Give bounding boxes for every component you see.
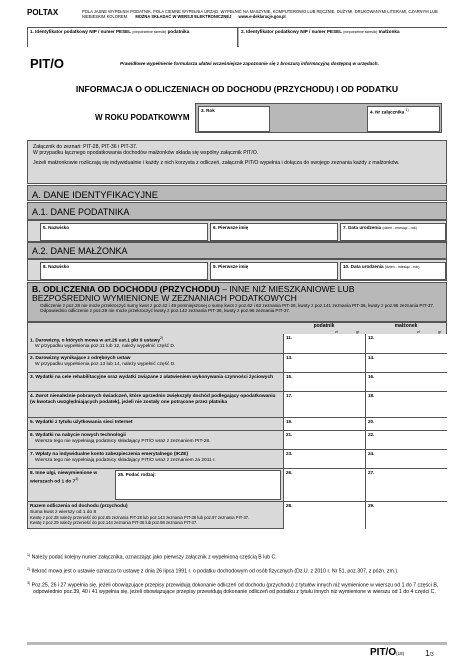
amount-field-20[interactable]: 20. — [365, 418, 447, 430]
footer-version: (18) — [396, 651, 405, 656]
footnote-2: $^{2)}$ Ilekroć mowa jest o ustawie oznacza to ustawę z dnia 26 lipca 1991 r. o podatku dochodowym od osób fizycznych (Dz.U. z 2010 r. Nr 51, poz.307, z późn. zm.). — [27, 567, 399, 575]
deduction-row-1: 1. Darowizny, o których mowa w art.26 ust.1 pkt 9 ustawy$^{2)}$ W przypadku wypełnienia poz.11 lub 12, należy wypełnić część D. 11. 12. — [27, 334, 447, 354]
footnote-1: $^{1)}$ Należy podać kolejny numer załącznika, oznaczając jako pierwszy załącznik z wypełnioną częścią B lub C. — [27, 553, 277, 561]
section-b-header — [27, 282, 447, 322]
sum-row — [27, 502, 447, 529]
section-b-description: Odliczenie z poz.28 nie może przekroczyć sumy kwot z poz.42 i 49 pomniejszonej o sumę kwot z poz.62 i 63 zeznania PIT-28, kwoty z poz.141 zeznania PIT-36, kwoty z poz.95 zeznania PIT-37. Odpowiednio odliczenie z poz.29 nie może przekroczyć kwoty z poz.142 zeznania PIT-36, kwoty z poz.96 zeznania PIT-37. — [40, 303, 435, 314]
section-a2-header: A.2. DANE MAŁŻONKA — [27, 242, 447, 259]
birth-date-label: 7. Data urodzenia — [343, 225, 382, 230]
year-field[interactable] — [198, 106, 270, 132]
first-name-label: 6. Pierwsze imię — [213, 225, 249, 230]
nip-malzonka-field[interactable] — [239, 28, 447, 47]
spouse-first-name-field[interactable] — [210, 262, 338, 280]
deduction-row-6: 6. Wydatki na nabycie nowych technologii Wiersza tego nie wypełniają podatnicy składający PIT/O wraz z zeznaniem PIT-28. 21. 22. — [27, 431, 447, 450]
first-name-field[interactable] — [210, 223, 338, 241]
nip2-note: (niepotrzebne skreślić) — [343, 30, 378, 34]
deduction-row-8: 8. Inne ulgi, niewymienione w wierszach od 1 do 7$^{3)}$ 25. Podać rodzaj: 26. 27. — [27, 469, 447, 502]
spouse-surname-field[interactable] — [40, 262, 208, 280]
grosze-2: gr — [438, 330, 442, 334]
amount-field-29[interactable]: 29. — [365, 502, 447, 529]
attachment-label: 4. Nr załącznika — [370, 109, 405, 115]
section-b-title: B. ODLICZENIA OD DOCHODU (PRZYCHODU) – INNE NIŻ MIESZKANIOWE LUB BEZPOŚREDNIO WYMIENIONE W ZEZNANIACH PODATKOWYCH — [32, 284, 355, 303]
sum-sub-2: Kwotę z poz.28 należy przenieść do poz.65 zeznania PIT-28 lub poz.143 zeznania PIT-36 lub poz.97 zeznania PIT-37. — [30, 515, 250, 521]
footnotes — [27, 552, 447, 596]
amount-field-15[interactable]: 15. — [283, 373, 365, 391]
form-note: Prawidłowe wypełnienie formularza ułatwi wcześniejsze zapoznanie się z broszurą informacyjną dostępną w urzędach. — [120, 61, 379, 66]
intro-line-2: W przypadku łącznego opodatkowania dochodów małżonków składa się wspólny załącznik PIT/O. — [33, 150, 259, 157]
amount-field-27[interactable]: 27. — [365, 469, 447, 501]
section-a-header: A. DANE IDENTYFIKACYJNE — [27, 185, 447, 201]
intro-line-1: Załącznik do zeznań: PIT-28, PIT-36 i PIT-37. — [33, 144, 138, 150]
amount-field-23[interactable]: 23. — [283, 450, 365, 468]
amount-field-18[interactable]: 18. — [365, 392, 447, 417]
form-title: INFORMACJA O ODLICZENIACH OD DOCHODU (PRZYCHODU) I OD PODATKU — [75, 84, 399, 94]
year-box — [195, 103, 442, 133]
year-caption: W ROKU PODATKOWYM — [95, 113, 190, 122]
electronic-note: MOŻNA SKŁADAĆ W WERSJI ELEKTRONICZNEJ — [135, 14, 232, 19]
nip1-note: (niepotrzebne skreślić) — [132, 30, 167, 34]
footer-page: 1/3 — [425, 649, 434, 658]
sum-label: Razem odliczenia od dochodu (przychodu) — [30, 504, 128, 509]
spouse-first-name-label: 9. Pierwsze imię — [213, 264, 249, 269]
sum-sub-3: Kwotę z poz.29 należy przenieść do poz.144 zeznania PIT-36 lub poz.98 zeznania PIT-37. — [30, 520, 198, 526]
deduction-row-4: 4. Zwrot nienależnie pobranych świadczeń, które uprzednio zwiększyły dochód podlegający opodatkowaniu (w kwotach uwzględniających podatek), jeżeli nie zostały one potrącone przez płatnika 17. 18. — [27, 392, 447, 418]
currency-zl-1: zł — [335, 330, 338, 334]
deduction-row-2: 2. Darowizny wynikające z odrębnych ustaw W przypadku wypełnienia poz.13 lub 14, należy wypełnić część D. 13. 14. — [27, 354, 447, 373]
column-header-podatnik: podatnik — [313, 323, 335, 329]
section-a1-header: A.1. DANE PODATNIKA — [27, 202, 447, 220]
amount-field-16[interactable]: 16. — [365, 373, 447, 391]
attachment-sup: 1) — [405, 108, 409, 112]
f25-label: 25. Podać rodzaj: — [118, 472, 156, 477]
spouse-birth-date-label: 10. Data urodzenia — [343, 264, 384, 269]
attachment-number-field[interactable] — [367, 106, 440, 132]
deduction-row-7: 7. Wpłaty na indywidualne konto zabezpieczenia emerytalnego (IKZE) Wiersza tego nie wypełniają podatnicy składający PIT/O wraz z zeznaniem za 2011 r. 23. 24. — [27, 450, 447, 469]
nip2-label: 2. Identyfikator podatkowy NIP / numer PESEL — [241, 29, 342, 34]
website-link[interactable]: www.e-deklaracje.gov.pl — [238, 14, 286, 19]
intro-line-3: Jeżeli małżonkowie rozliczają się indywidualnie i każdy z nich korzysta z odliczeń, załącznik PIT/O wypełnia i dołącza do swojego zeznania każdy z małżonków. — [33, 159, 400, 166]
amount-field-11[interactable]: 11. — [283, 334, 365, 353]
nip-row — [27, 27, 447, 47]
spouse-birth-date-field[interactable] — [340, 262, 446, 280]
other-relief-type-field[interactable] — [115, 470, 281, 500]
nip2-suffix: małżonka — [378, 29, 400, 34]
amount-field-26[interactable]: 26. — [283, 469, 365, 501]
spouse-surname-label: 8. Nazwisko — [43, 264, 70, 269]
amount-field-19[interactable]: 19. — [283, 418, 365, 430]
birth-date-field[interactable] — [340, 223, 446, 241]
footnote-3: $^{3)}$ Poz.25, 26 i 27 wypełnia się, jeżeli obowiązujące przepisy przewidują dokonanie odliczeń od dochodu (przychodu) z tytułów innych niż wymienione w wierszu od 1 do 7 części B, odpowiednio poz.39, 40 i 41 wypełnia się, jeżeli obowiązujące przepisy przewidują dokonanie odliczeń od podatku z tytułu innych niż wymienione w wierszu od 1 do 4 części C. — [27, 581, 439, 596]
footer-pages: 3 — [430, 652, 434, 658]
amount-field-24[interactable]: 24. — [365, 450, 447, 468]
amount-field-13[interactable]: 13. — [283, 354, 365, 372]
amount-field-28[interactable]: 28. — [283, 502, 365, 529]
nip1-suffix: podatnika — [167, 29, 190, 34]
deduction-row-3: 3. Wydatki na cele rehabilitacyjne oraz wydatki związane z ułatwieniem wykonywania czynności życiowych 15. 16. — [27, 373, 447, 392]
intro-box — [27, 140, 447, 184]
footer-bar — [27, 642, 447, 645]
footer-code: PIT/O(18) — [370, 647, 405, 658]
sum-sub-1: Suma kwot z wierszy od 1 do 8 — [30, 509, 97, 515]
amount-field-17[interactable]: 17. — [283, 392, 365, 417]
deduction-row-5: 5. Wydatki z tytułu użytkowania sieci Internet 19. 20. — [27, 418, 447, 431]
nip1-label: 1. Identyfikator podatkowy NIP / numer PESEL — [30, 29, 131, 34]
brand-label: POLTAX — [27, 8, 59, 17]
surname-field[interactable] — [40, 223, 208, 241]
year-label: 3. Rok — [201, 108, 215, 113]
nip-podatnika-field[interactable] — [28, 28, 238, 47]
taxpayer-row — [27, 220, 447, 242]
spouse-birth-date-format: (dzień - miesiąc - rok) — [384, 265, 420, 269]
surname-label: 5. Nazwisko — [43, 225, 70, 230]
amount-field-22[interactable]: 22. — [365, 431, 447, 449]
currency-zl-2: zł — [417, 330, 420, 334]
amount-field-14[interactable]: 14. — [365, 354, 447, 372]
amount-field-12[interactable]: 12. — [365, 334, 447, 353]
column-header-malzonek: małżonek — [394, 323, 418, 329]
form-code: PIT/O — [30, 56, 64, 71]
birth-date-format: (dzień - miesiąc - rok) — [382, 226, 417, 230]
grosze-1: gr — [356, 330, 360, 334]
amount-field-21[interactable]: 21. — [283, 431, 365, 449]
spouse-row — [27, 259, 447, 281]
header-instructions: POLA JASNE WYPEŁNIA PODATNIK, POLA CIEMNE WYPEŁNIA URZĄD. WYPEŁNIĆ NA MASZYNIE, KOMPUTEROWO LUB RĘCZNIE, DUŻYMI, DRUKOWANYMI LITERAMI, CZARNYM LUB NIEBIESKIM KOLOREM. MOŻNA SKŁADAĆ W WERSJI ELEKTRONICZNEJ www.e-deklaracje.gov.pl — [82, 9, 438, 19]
